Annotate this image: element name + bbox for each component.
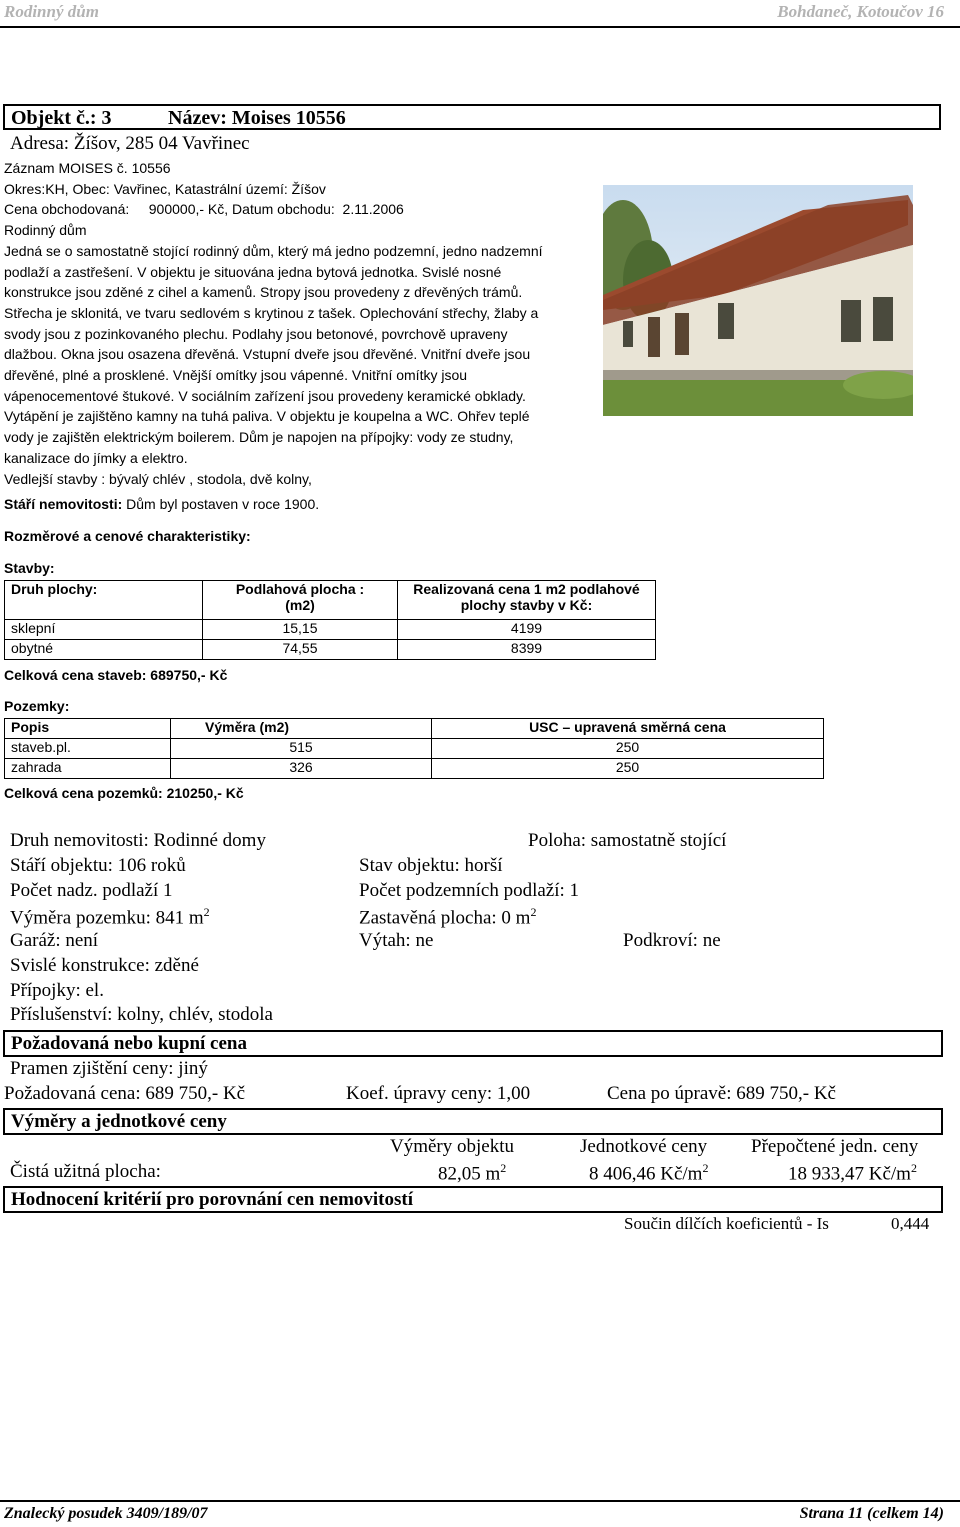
unit-col-3: Přepočtené jedn. ceny bbox=[751, 1136, 919, 1157]
unit-col-2: Jednotkové ceny bbox=[580, 1136, 708, 1157]
superscript: 2 bbox=[530, 905, 537, 919]
price-source: Pramen zjištění ceny: jiný bbox=[10, 1058, 208, 1079]
table-row bbox=[5, 759, 824, 779]
floors-above: Počet nadz. podlaží 1 bbox=[10, 880, 173, 901]
price-coef: Koef. úpravy ceny: 1,00 bbox=[346, 1083, 531, 1104]
unit-section-heading-box bbox=[3, 1108, 943, 1135]
plot-area bbox=[10, 905, 210, 929]
garage: Garáž: není bbox=[10, 930, 99, 951]
header-cell: Druh plochy: bbox=[5, 581, 203, 620]
table-cell: 8399 bbox=[398, 640, 656, 660]
desc-line-1: Jedná se o samostatně stojící rodinný dům, který má jedno podzemní, jedno nadzemní bbox=[4, 242, 543, 259]
unit-price-number: 8 406,46 Kč/m bbox=[589, 1163, 703, 1185]
land-heading: Pozemky: bbox=[4, 698, 70, 714]
header-cell: Výměra (m2) bbox=[171, 719, 432, 739]
header-cell-line: (m2) bbox=[285, 597, 315, 613]
recalc-price-number: 18 933,47 Kč/m bbox=[788, 1163, 911, 1185]
side-buildings-line: Vedlejší stavby : bývalý chlév , stodola, dvě kolny, bbox=[4, 470, 312, 487]
header-cell-line: Podlahová plocha : bbox=[235, 581, 365, 597]
land-table bbox=[4, 718, 824, 779]
object-age: Stáří objektu: 106 roků bbox=[10, 855, 186, 876]
superscript: 2 bbox=[203, 905, 210, 919]
desc-line-10: vody je zajištěn elektrickým boilerem. Dům je napojen na přípojky: vody ze studny, bbox=[4, 429, 514, 446]
desc-line-3: konstrukce jsou zděné z cihel a kamenů. Stropy jsou provedeny z dřevěných trámů. bbox=[4, 284, 523, 301]
desc-line-8: vápenocementové štukové. V sociálním zařízení jsou provedeny keramické obklady. bbox=[4, 387, 526, 404]
adjusted-price: Cena po úpravě: 689 750,- Kč bbox=[607, 1083, 836, 1104]
header-cell: Popis bbox=[5, 719, 171, 739]
table-cell: 326 bbox=[171, 759, 432, 779]
table-cell: 250 bbox=[432, 739, 824, 759]
price-section-heading: Požadovaná nebo kupní cena bbox=[11, 1033, 247, 1054]
desc-line-4: Střecha je sklonitá, ve tvaru sedlovém s krytinou z tašek. Oplechování střechy, žlaby a bbox=[4, 304, 539, 321]
table-cell: 74,55 bbox=[203, 640, 398, 660]
table-cell: zahrada bbox=[5, 759, 171, 779]
description-block bbox=[4, 158, 594, 489]
coef-product-value: 0,444 bbox=[891, 1214, 930, 1233]
table-cell: 515 bbox=[171, 739, 432, 759]
superscript: 2 bbox=[910, 1161, 917, 1175]
plot-area-value: Výměra pozemku: 841 m bbox=[10, 907, 204, 929]
coef-product-label: Součin dílčích koeficientů - Is bbox=[624, 1214, 829, 1233]
table-cell: sklepní bbox=[5, 620, 203, 640]
house-photo bbox=[603, 185, 913, 416]
table-row bbox=[5, 620, 656, 640]
page-header bbox=[0, 0, 960, 28]
header-right: Bohdaneč, Kotoučov 16 bbox=[777, 2, 944, 21]
price-traded-line: Cena obchodovaná: 900000,- Kč, Datum obchodu: 2.11.2006 bbox=[4, 201, 404, 218]
recalc-price-value bbox=[788, 1161, 917, 1185]
unit-section-heading: Výměry a jednotkové ceny bbox=[11, 1111, 227, 1132]
net-area-label: Čistá užitná plocha: bbox=[10, 1161, 161, 1182]
age-line bbox=[4, 496, 319, 512]
buildings-heading: Stavby: bbox=[4, 560, 55, 576]
object-title-box bbox=[3, 104, 941, 130]
footer-right: Strana 11 (celkem 14) bbox=[799, 1505, 944, 1522]
object-name: Název: Moises 10556 bbox=[168, 107, 346, 129]
unit-price-value bbox=[589, 1161, 708, 1185]
header-cell bbox=[398, 581, 656, 620]
connections: Přípojky: el. bbox=[10, 980, 104, 1001]
dimension-heading: Rozměrové a cenové charakteristiky: bbox=[4, 528, 251, 544]
district-line: Okres:KH, Obec: Vavřinec, Katastrální území: Žíšov bbox=[4, 180, 326, 197]
header-cell bbox=[203, 581, 398, 620]
floors-below: Počet podzemních podlaží: 1 bbox=[359, 880, 580, 901]
object-number: Objekt č.: 3 bbox=[11, 107, 112, 129]
desc-line-9: Vytápění je zajištěno kamny na tuhá paliva. V objektu je koupelna a WC. Ohřev teplé bbox=[4, 408, 530, 425]
position: Poloha: samostatně stojící bbox=[528, 830, 727, 851]
requested-price: Požadovaná cena: 689 750,- Kč bbox=[4, 1083, 246, 1104]
record-line: Záznam MOISES č. 10556 bbox=[4, 160, 171, 176]
built-area bbox=[359, 905, 536, 929]
lift: Výtah: ne bbox=[359, 930, 434, 951]
header-cell: USC – upravená směrná cena bbox=[432, 719, 824, 739]
net-area-value bbox=[438, 1161, 506, 1185]
header-left: Rodinný dům bbox=[4, 2, 99, 21]
age-label: Stáří nemovitosti: bbox=[4, 496, 123, 512]
page-footer bbox=[0, 1500, 960, 1527]
object-state: Stav objektu: horší bbox=[359, 855, 503, 876]
desc-line-5: svody jsou z pozinkovaného plechu. Podlahy jsou betonové, povrchově upraveny bbox=[4, 325, 508, 342]
table-cell: staveb.pl. bbox=[5, 739, 171, 759]
buildings-table bbox=[4, 580, 656, 660]
built-area-value: Zastavěná plocha: 0 m bbox=[359, 907, 531, 929]
header-cell-line: plochy stavby v Kč: bbox=[460, 597, 593, 613]
desc-line-6: dlažbou. Okna jsou osazena dřevěná. Vstupní dveře jsou dřevěné. Vnitřní dveře jsou bbox=[4, 346, 531, 363]
unit-col-1: Výměry objektu bbox=[390, 1136, 515, 1157]
walls: Svislé konstrukce: zděné bbox=[10, 955, 199, 976]
net-area-number: 82,05 m bbox=[438, 1163, 501, 1185]
footer-left: Znalecký posudek 3409/189/07 bbox=[4, 1505, 208, 1522]
table-row bbox=[5, 739, 824, 759]
desc-line-2: podlaží a zastřešení. V objektu je situována jedna bytová jednotka. Svislé nosné bbox=[4, 263, 502, 280]
desc-line-7: dřevěné, plné a prosklené. Vnější omítky jsou vápenné. Vnitřní omítky jsou bbox=[4, 367, 468, 384]
table-header-row bbox=[5, 719, 824, 739]
age-value: Dům byl postaven v roce 1900. bbox=[122, 496, 320, 512]
header-cell-line: Realizovaná cena 1 m2 podlahové bbox=[413, 581, 640, 597]
superscript: 2 bbox=[500, 1161, 507, 1175]
type-line: Rodinný dům bbox=[4, 222, 87, 239]
table-cell: obytné bbox=[5, 640, 203, 660]
criteria-heading: Hodnocení kritérií pro porovnání cen nemovitostí bbox=[11, 1189, 413, 1210]
desc-line-11: kanalizace do jímky a elektro. bbox=[4, 449, 188, 466]
buildings-total: Celková cena staveb: 689750,- Kč bbox=[4, 667, 228, 683]
table-cell: 15,15 bbox=[203, 620, 398, 640]
price-section-heading-box bbox=[3, 1030, 943, 1057]
land-total: Celková cena pozemků: 210250,- Kč bbox=[4, 785, 244, 801]
table-cell: 4199 bbox=[398, 620, 656, 640]
attic: Podkroví: ne bbox=[623, 930, 721, 951]
criteria-heading-box bbox=[3, 1186, 943, 1213]
table-header-row bbox=[5, 581, 656, 620]
superscript: 2 bbox=[702, 1161, 709, 1175]
accessories: Příslušenství: kolny, chlév, stodola bbox=[10, 1004, 273, 1025]
kind: Druh nemovitosti: Rodinné domy bbox=[10, 830, 266, 851]
table-row bbox=[5, 640, 656, 660]
address: Adresa: Žíšov, 285 04 Vavřinec bbox=[10, 133, 250, 154]
table-cell: 250 bbox=[432, 759, 824, 779]
